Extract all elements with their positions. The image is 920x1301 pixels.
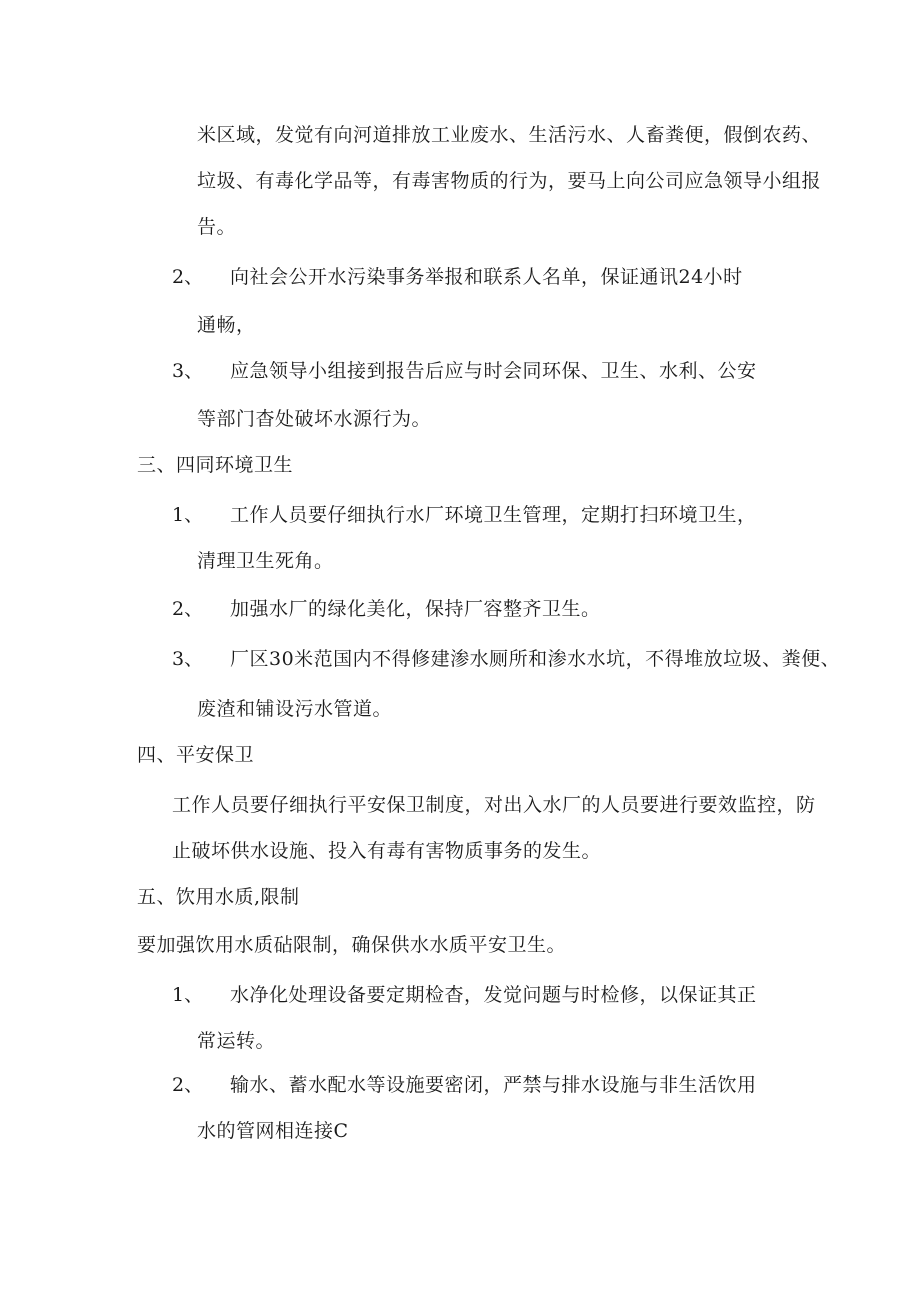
list-item-continuation: 等部门杳处破坏水源行为。 <box>197 408 432 430</box>
list-item-number: 2、 <box>172 266 204 288</box>
list-item-number: 2、 <box>172 598 204 620</box>
section-heading: 三、四同环境卫生 <box>137 454 294 476</box>
paragraph-line: 工作人员要仔细执行平安保卫制度，对出入水厂的人员要进行要效监控，防 <box>172 794 816 816</box>
section-heading: 四、平安保卫 <box>137 744 255 766</box>
list-item-text: 应急领导小组接到报告后应与时会同环保、卫生、水利、公安 <box>230 360 757 382</box>
list-item-text: 水净化处理设备要定期检杳，发觉问题与时检修，以保证其正 <box>230 984 757 1006</box>
list-item-text: 向社会公开水污染事务举报和联系人名单，保证通讯24小时 <box>230 266 743 288</box>
list-item-continuation: 清理卫生死角。 <box>197 550 334 572</box>
list-item-text: 加强水厂的绿化美化，保持厂容整齐卫生。 <box>230 598 601 620</box>
paragraph-line: 米区域，发觉有向河道排放工业废水、生活污水、人畜粪便，假倒农药、 <box>197 124 822 146</box>
list-item-number: 3、 <box>172 360 204 382</box>
list-item-text: 输水、蓄水配水等设施要密闭，严禁与排水设施与非生活饮用 <box>230 1074 757 1096</box>
paragraph-line: 要加强饮用水质砧限制，确保供水水质平安卫生。 <box>137 934 567 956</box>
list-item-text: 厂区30米范国内不得修建渗水厕所和渗水水坑，不得堆放垃圾、粪便、 <box>230 648 841 670</box>
list-item-number: 3、 <box>172 648 204 670</box>
paragraph-line: 告。 <box>197 216 237 238</box>
list-item-continuation: 常运转。 <box>197 1030 276 1052</box>
paragraph-line: 止破坏供水设施、投入有毒有害物质事务的发生。 <box>172 840 602 862</box>
list-item-continuation: 废渣和铺设污水管道。 <box>197 698 393 720</box>
list-item-continuation: 通畅， <box>197 314 256 336</box>
list-item-number: 1、 <box>172 504 204 526</box>
list-item-text: 工作人员要仔细执行水厂环境卫生管理，定期打扫环境卫生， <box>230 504 757 526</box>
list-item-continuation: 水的管网相连接C <box>197 1120 349 1142</box>
list-item-number: 2、 <box>172 1074 204 1096</box>
paragraph-line: 垃圾、有毒化学品等，有毒害物质的行为，要马上向公司应急领导小组报 <box>197 170 822 192</box>
section-heading: 五、饮用水质,限制 <box>137 886 300 908</box>
list-item-number: 1、 <box>172 984 204 1006</box>
